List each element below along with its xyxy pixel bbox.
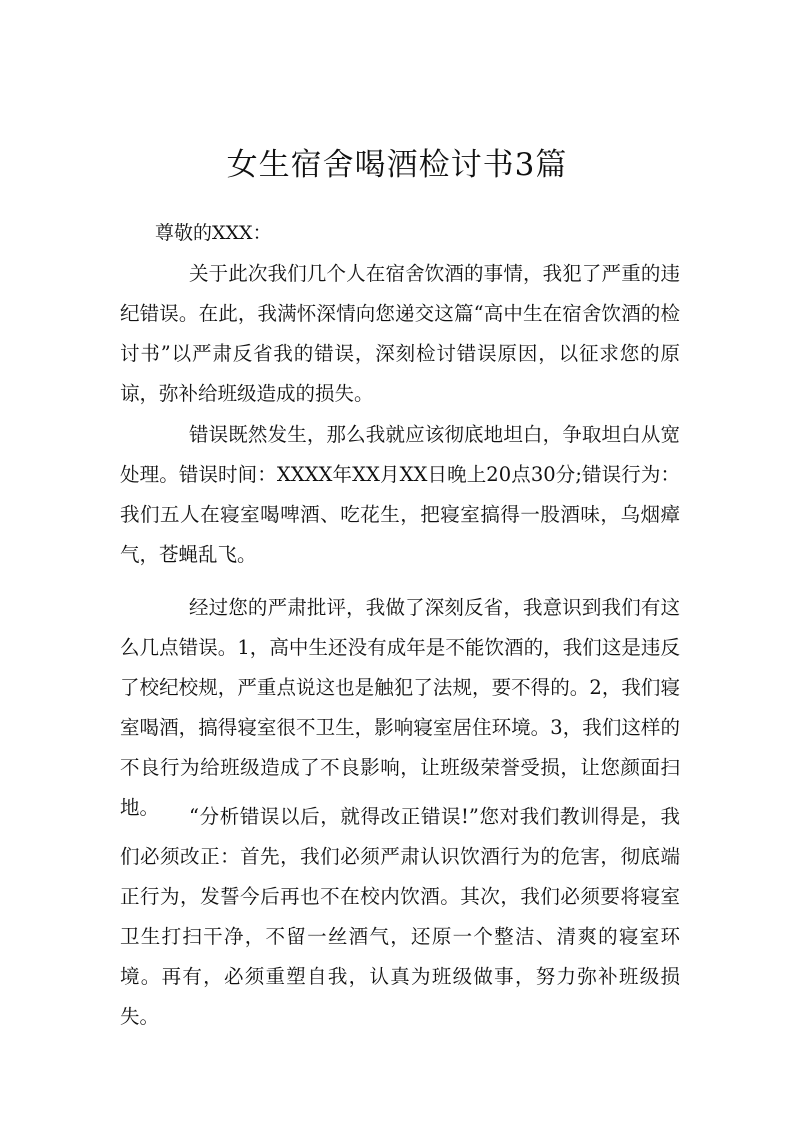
paragraph-1: 关于此次我们几个人在宿舍饮酒的事情，我犯了严重的违纪错误。在此，我满怀深情向您递交这篇“高中生在宿舍饮酒的检讨书”以严肃反省我的错误，深刻检讨错误原因，以征求您的原谅，弥补给班级造成的损失。	[120, 262, 680, 405]
salutation: 尊敬的XXX：	[155, 222, 272, 244]
paragraph-3: 经过您的严肃批评，我做了深刻反省，我意识到我们有这么几点错误。1，高中生还没有成年是不能饮酒的，我们这是违反了校纪校规，严重点说这也是触犯了法规，要不得的。2，我们寝室喝酒，搞得寝室很不卫生，影响寝室居住环境。3，我们这样的不良行为给班级造成了不良影响，让班级荣誉受损，让您颜面扫地。	[120, 596, 680, 819]
paragraph-4: “分析错误以后，就得改正错误!”您对我们教训得是，我们必须改正：首先，我们必须严肃认识饮酒行为的危害，彻底端正行为，发誓今后再也不在校内饮酒。其次，我们必须要将寝室卫生打扫干净，不留一丝酒气，还原一个整洁、清爽的寝室环境。再有，必须重塑自我，认真为班级做事，努力弥补班级损失。	[120, 805, 680, 1028]
document-title: 女生宿舍喝酒检讨书3篇	[226, 147, 568, 183]
paragraph-2: 错误既然发生，那么我就应该彻底地坦白，争取坦白从宽处理。错误时间：XXXX年XX月XX日晚上20点30分;错误行为：我们五人在寝室喝啤酒、吃花生，把寝室搞得一股酒味，乌烟瘴气，苍蝇乱飞。	[120, 423, 680, 566]
